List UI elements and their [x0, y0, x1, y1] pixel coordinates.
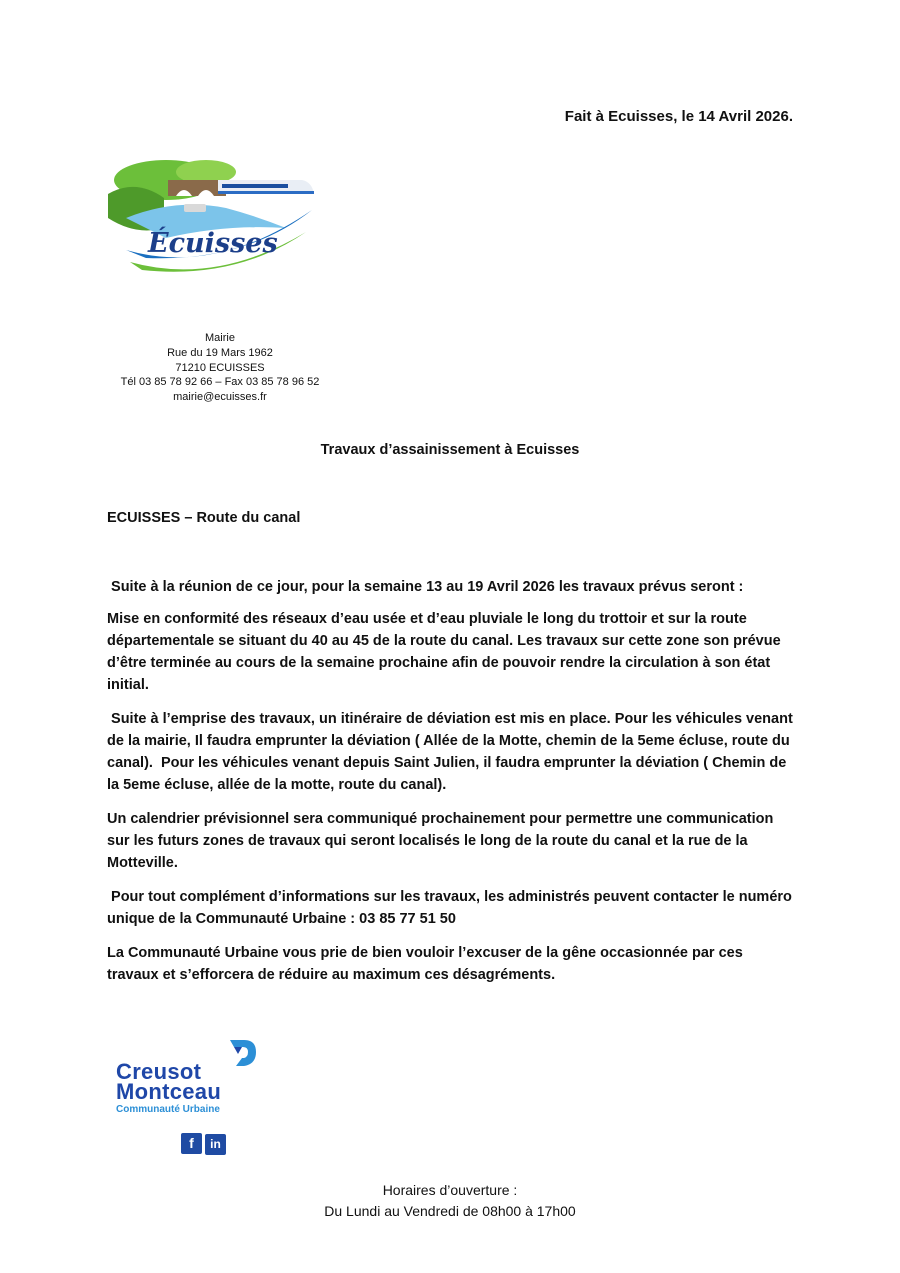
linkedin-icon[interactable]: in: [205, 1134, 226, 1155]
document-title: Travaux d’assainissement à Ecuisses: [320, 442, 580, 458]
body-paragraph: Mise en conformité des réseaux d’eau usée et d’eau pluviale le long du trottoir et sur la route départementale se situant du 40 au 45 de la route du canal. Les travaux sur cette zone son prévue d’être terminée au cours de la semaine prochaine afin de pouvoir rendre la circulation à son état initial.: [107, 611, 781, 693]
brand-line-creusot: Creusot: [116, 1059, 202, 1084]
hours-value: Du Lundi au Vendredi de 08h00 à 17h00: [324, 1203, 576, 1219]
brand-subtitle: Communauté Urbaine: [116, 1104, 220, 1115]
document-body: [107, 576, 797, 998]
mairie-address: [110, 331, 330, 405]
facebook-icon[interactable]: f: [181, 1133, 202, 1154]
address-line: Mairie: [205, 332, 235, 344]
creusot-montceau-logo-mark: [222, 1036, 258, 1072]
ecuisses-logo: [106, 158, 318, 286]
body-paragraph: Un calendrier prévisionnel sera communiqué prochainement pour permettre une communication sur les futurs zones de travaux qui seront localisés le long de la route du canal et la rue de la Motteville.: [107, 811, 774, 871]
ecuisses-logo-illustration: [106, 158, 318, 286]
address-line: 71210 ECUISSES: [175, 361, 265, 374]
address-line: Rue du 19 Mars 1962: [167, 346, 273, 359]
brand-line-montceau: Montceau: [116, 1079, 222, 1104]
body-paragraph: Pour tout complément d’informations sur les travaux, les administrés peuvent contacter le numéro unique de la Communauté Urbaine : 03 85 77 51 50: [107, 889, 796, 927]
address-line: Tél 03 85 78 92 66 – Fax 03 85 78 96 52: [120, 376, 320, 389]
body-paragraph: Suite à l’emprise des travaux, un itinéraire de déviation est mis en place. Pour les véhicules venant de la mairie, Il faudra emprunter la déviation ( Allée de la Motte, chemin de la 5eme écluse, route du canal). Pour les véhicules venant depuis Saint Julien, il faudra emprunter la déviation ( Chemin de la 5eme écluse, allée de la motte, route du canal).: [107, 711, 797, 793]
creusot-montceau-logo: [110, 1036, 270, 1120]
hours-label: Horaires d’ouverture :: [382, 1182, 518, 1198]
body-paragraph: La Communauté Urbaine vous prie de bien vouloir l’excuser de la gêne occasionnée par ces travaux et s’efforcera de réduire au maximum ces désagréments.: [107, 945, 743, 983]
date-line: Fait à Ecuisses, le 14 Avril 2026.: [564, 108, 793, 125]
opening-hours: [0, 1180, 900, 1222]
ecuisses-logo-text: Écuisses: [148, 228, 278, 259]
location-heading: ECUISSES – Route du canal: [107, 510, 301, 526]
social-links: [181, 1133, 229, 1155]
address-line: mairie@ecuisses.fr: [173, 391, 267, 404]
body-paragraph: Suite à la réunion de ce jour, pour la semaine 13 au 19 Avril 2026 les travaux prévus seront :: [107, 579, 744, 595]
